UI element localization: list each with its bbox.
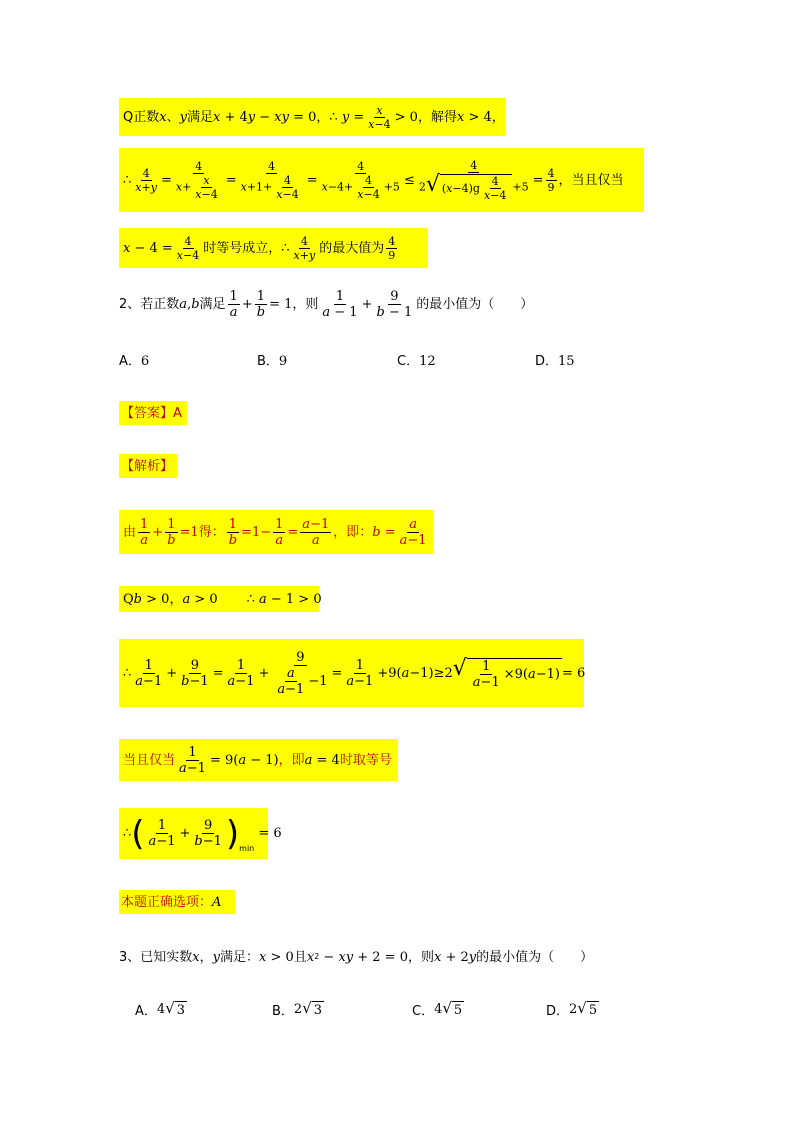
analysis-step-2: Q b > 0 ， a > 0 ∴ a − 1 > 0: [119, 586, 319, 612]
option-b[interactable]: B． 2 √ 3: [272, 999, 323, 1019]
question-2: 2、 若正数 a , b 满足 $\frac{1}{a}$ + $\frac{1}{b}$ = 1 ，则 $\frac{1}{a - 1}$ + $\frac{9}{b - 1}$ 的最小值为（ ）: [119, 288, 534, 320]
option-c[interactable]: C． 4 √ 5: [412, 999, 463, 1019]
solution-line-2: ∴ $\frac{4}{x+y}$ = 4 x+ $\frac{x}{x-4}$ = 4 x+1+ $\frac{4}{x-4}$ = 4 x−4+ $\frac{4}{x-4}$ +5 ≤ 4 2 √ ( x −4)g $\frac{4}{x-4}$ +5 = $\frac{4}{9}$ ，当且仅当: [119, 148, 644, 212]
solution-line-3: x − 4 = $\frac{4}{x-4}$ 时等号成立， ∴ $\frac{4}{x+y}$ 的最大值为 $\frac{4}{9}$: [119, 228, 428, 268]
option-b[interactable]: B．9: [257, 354, 288, 369]
solution-line-1: Q正数 x 、 y 满足 x + 4 y − xy = 0 ， ∴ y = $\frac{x}{x-4}$ > 0 ，解得 x > 4 ，: [119, 98, 506, 136]
option-c[interactable]: C．12: [397, 354, 436, 369]
question-2-options: [119, 350, 619, 369]
option-d[interactable]: D． 2 √ 5: [546, 999, 598, 1019]
option-d[interactable]: D．15: [535, 354, 575, 369]
analysis-label: 【解析】: [119, 454, 177, 478]
analysis-step-4: 当且仅当 $\frac{1}{a-1}$ = 9( a − 1) ，即 a = 4 时取等号: [119, 739, 398, 781]
answer-label: 【答案】 A: [119, 401, 187, 425]
option-a[interactable]: A． 4 √ 3: [135, 999, 186, 1019]
question-3: 3、 已知实数 x ， y 满足： x > 0 且 x 2 − xy + 2 = 0 ，则 x + 2 y 的最小值为（ ）: [119, 949, 594, 965]
analysis-step-3: ∴ $\frac{1}{a-1}$ + $\frac{9}{b-1}$ = $\frac{1}{a-1}$ + 9 $\frac{a}{a-1}$ −1 = $\frac{1}{a-1}$ +9( a −1)≥2 √ $\frac{1}{a-1}$ ×9( a −1) = 6: [119, 639, 584, 707]
analysis-step-5: ∴ ( $\frac{1}{a-1}$ + $\frac{9}{b-1}$ ) $_{min}$ = 6: [119, 808, 268, 859]
question-3-options: [135, 1000, 605, 1024]
correct-option-line: 本题正确选项： A: [119, 890, 235, 914]
analysis-step-1: 由 $\frac{1}{a}$ + $\frac{1}{b}$ =1 得： $\frac{1}{b}$ =1− $\frac{1}{a}$ = $\frac{a-1}{a}$ ，即： b = $\frac{a}{a-1}$: [119, 510, 433, 554]
option-a[interactable]: A．6: [119, 354, 150, 369]
